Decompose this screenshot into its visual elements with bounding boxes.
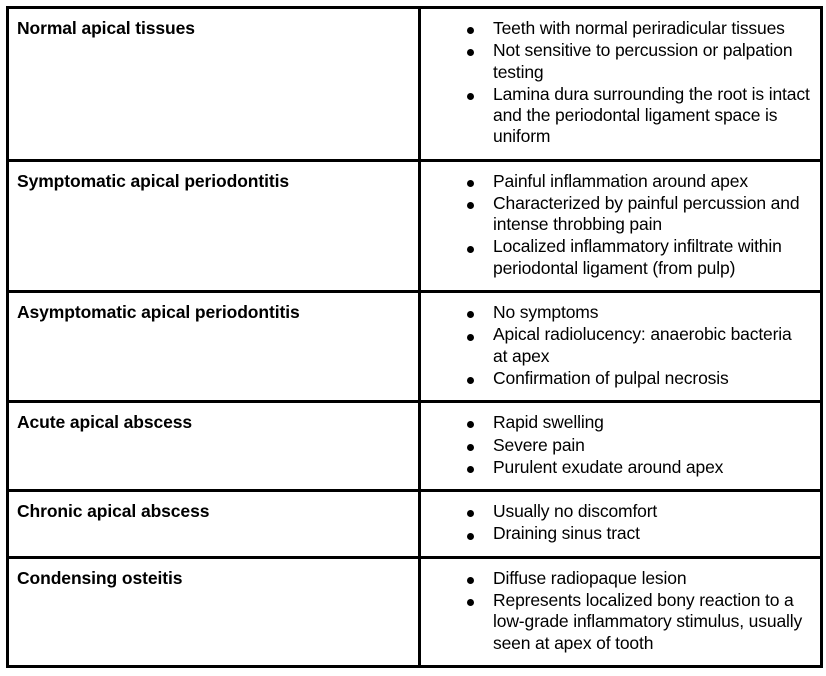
list-item-text: Teeth with normal periradicular tissues [493,18,785,38]
diagnosis-table-container [6,6,820,668]
condition-cell [8,491,420,558]
table-row [8,160,822,291]
list-item-text: Diffuse radiopaque lesion [493,567,687,588]
list-item [421,590,812,654]
bullet-dot-icon [467,334,474,341]
condition-cell [8,160,420,291]
bullet-dot-icon [467,377,474,384]
features-cell [420,160,822,291]
list-item [421,84,812,148]
features-cell [420,491,822,558]
bullet-dot-icon [467,49,474,56]
list-item [421,523,812,544]
condition-cell [8,292,420,402]
condition-label: Acute apical abscess [17,412,193,433]
list-item-text: Not sensitive to percussion or palpation testing [493,40,793,82]
list-item [421,18,812,39]
bullet-dot-icon [467,466,474,473]
features-cell [420,292,822,402]
list-item [421,40,812,83]
list-item [421,457,812,478]
condition-cell [8,8,420,161]
list-item [421,324,812,367]
list-item-text: Painful inflammation around apex [493,170,748,191]
list-item [421,435,812,456]
list-item [421,171,812,192]
list-item-text: Usually no discomfort [493,501,658,522]
bullet-dot-icon [467,444,474,451]
list-item-text: Lamina dura surrounding the root is intact and the periodontal ligament space is uniform [493,83,810,147]
list-item-text: Localized inflammatory infiltrate within periodontal ligament (from pulp) [493,236,782,278]
condition-label: Normal apical tissues [17,18,195,38]
condition-label: Condensing osteitis [17,567,183,588]
feature-list [421,403,820,489]
feature-list [421,162,820,290]
feature-list [421,9,820,159]
table-row [8,491,822,558]
condition-label: Asymptomatic apical periodontitis [17,302,300,323]
list-item-text: Draining sinus tract [493,523,640,544]
bullet-dot-icon [467,93,474,100]
condition-label: Symptomatic apical periodontitis [17,170,289,191]
condition-cell [8,402,420,491]
table-row [8,557,822,666]
table-body [8,8,822,667]
bullet-dot-icon [467,246,474,253]
bullet-dot-icon [467,577,474,584]
list-item [421,236,812,279]
features-cell [420,402,822,491]
feature-list [421,559,820,665]
condition-cell [8,557,420,666]
list-item-text: Characterized by painful percussion and intense throbbing pain [493,192,800,235]
list-item [421,302,812,323]
bullet-dot-icon [467,202,474,209]
feature-list [421,492,820,556]
list-item [421,568,812,589]
condition-label: Chronic apical abscess [17,501,210,522]
table-row [8,402,822,491]
list-item-text: No symptoms [493,302,599,323]
table-row [8,292,822,402]
feature-list [421,293,820,400]
bullet-dot-icon [467,180,474,187]
bullet-dot-icon [467,27,474,34]
list-item-text: Purulent exudate around apex [493,456,724,477]
bullet-dot-icon [467,421,474,428]
bullet-dot-icon [467,533,474,540]
list-item [421,368,812,389]
list-item-text: Confirmation of pulpal necrosis [493,367,729,388]
list-item [421,412,812,433]
list-item [421,501,812,522]
bullet-dot-icon [467,311,474,318]
list-item-text: Severe pain [493,434,585,455]
bullet-dot-icon [467,510,474,517]
list-item-text: Apical radiolucency: anaerobic bacteria at apex [493,324,792,366]
features-cell [420,8,822,161]
table-row [8,8,822,161]
apical-diagnosis-table [6,6,823,668]
features-cell [420,557,822,666]
bullet-dot-icon [467,599,474,606]
list-item-text: Represents localized bony reaction to a low-grade inflammatory stimulus, usually seen at apex of tooth [493,590,803,653]
list-item [421,193,812,236]
list-item-text: Rapid swelling [493,412,604,433]
